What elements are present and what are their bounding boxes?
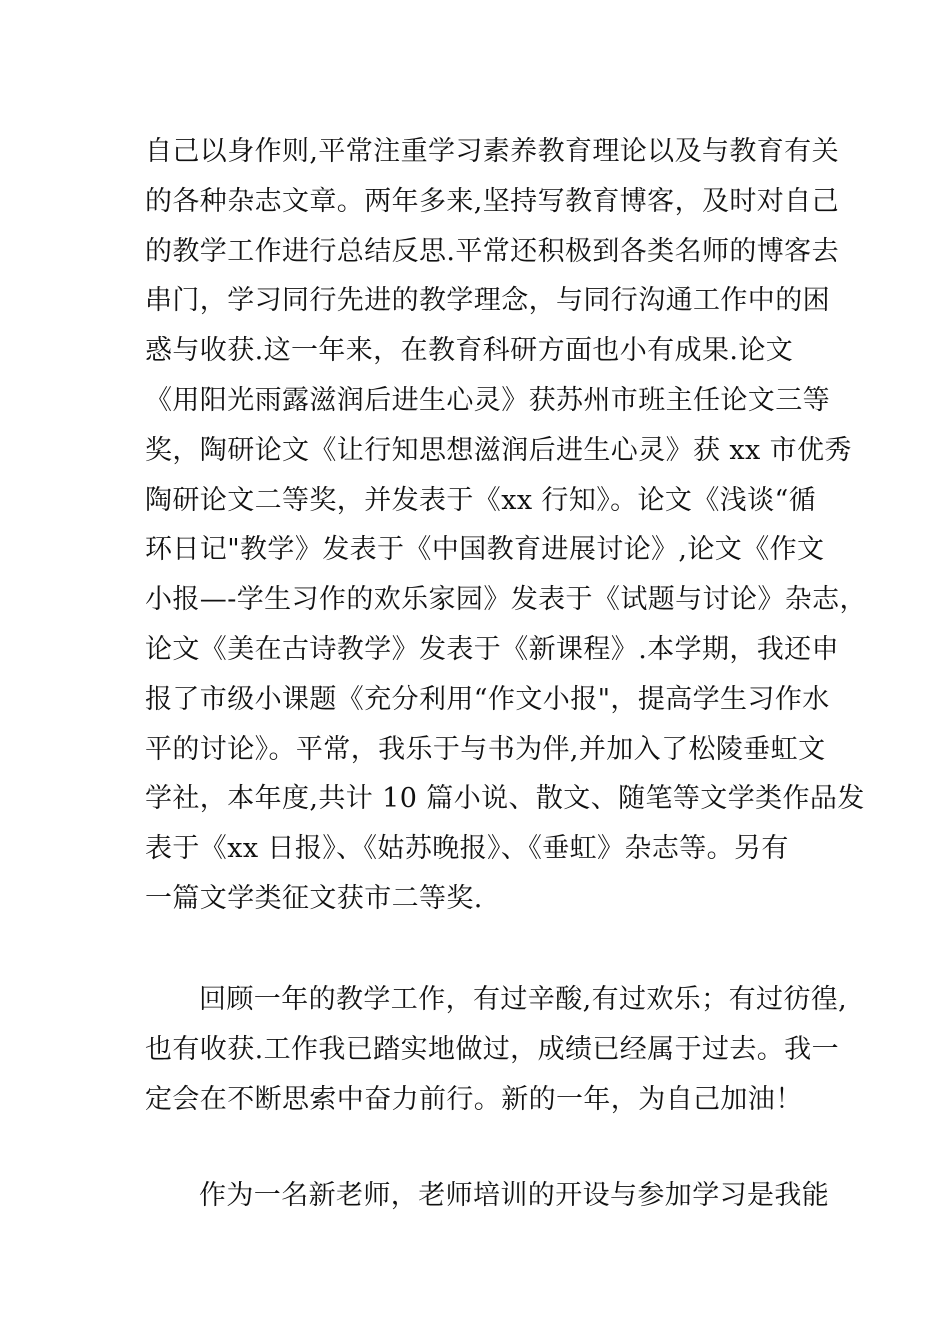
- text-line: 平的讨论》。平常，我乐于与书为伴,并加入了松陵垂虹文: [145, 733, 826, 765]
- text-line: 《用阳光雨露滋润后进生心灵》获苏州市班主任论文三等: [145, 384, 830, 416]
- paragraph-training: [145, 1171, 830, 1221]
- text-line: 奖，陶研论文《让行知思想滋润后进生心灵》获 xx 市优秀: [145, 434, 852, 466]
- text-line: 惑与收获.这一年来，在教育科研方面也小有成果.论文: [145, 335, 794, 367]
- text-line: 学社，本年度,共计 10 篇小说、散文、随笔等文学类作品发: [145, 783, 865, 815]
- text-line: 定会在不断思索中奋力前行。新的一年，为自己加油！: [145, 1083, 803, 1115]
- text-line: 的教学工作进行总结反思.平常还积极到各类名师的博客去: [145, 235, 839, 267]
- text-line: 环日记"教学》发表于《中国教育进展讨论》,论文《作文: [145, 534, 825, 566]
- text-line: 论文《美在古诗教学》发表于《新课程》.本学期，我还申: [145, 633, 839, 665]
- text-line: 作为一名新老师，老师培训的开设与参加学习是我能: [199, 1180, 830, 1211]
- paragraph-achievements: [145, 127, 867, 924]
- text-line: 串门，学习同行先进的教学理念，与同行沟通工作中的困: [145, 285, 830, 317]
- paragraph-review: [145, 975, 848, 1124]
- text-line: 也有收获.工作我已踏实地做过，成绩已经属于过去。我一: [145, 1033, 839, 1065]
- text-line: 陶研论文二等奖，并发表于《xx 行知》。论文《浅谈“循: [145, 484, 817, 516]
- text-line: 小报—-学生习作的欢乐家园》发表于《试题与讨论》杂志，: [145, 584, 867, 616]
- text-line: 自己以身作则,平常注重学习素养教育理论以及与教育有关: [145, 136, 839, 167]
- text-line: 表于《xx 日报》、《姑苏晚报》、《垂虹》杂志等。另有: [145, 833, 789, 865]
- text-line: 一篇文学类征文获市二等奖.: [145, 882, 483, 914]
- text-line: 报了市级小课题《充分利用“作文小报"，提高学生习作水: [145, 683, 830, 715]
- text-line: 的各种杂志文章。两年多来,坚持写教育博客，及时对自己: [145, 185, 839, 217]
- text-line: 回顾一年的教学工作，有过辛酸,有过欢乐；有过彷徨,: [199, 984, 848, 1015]
